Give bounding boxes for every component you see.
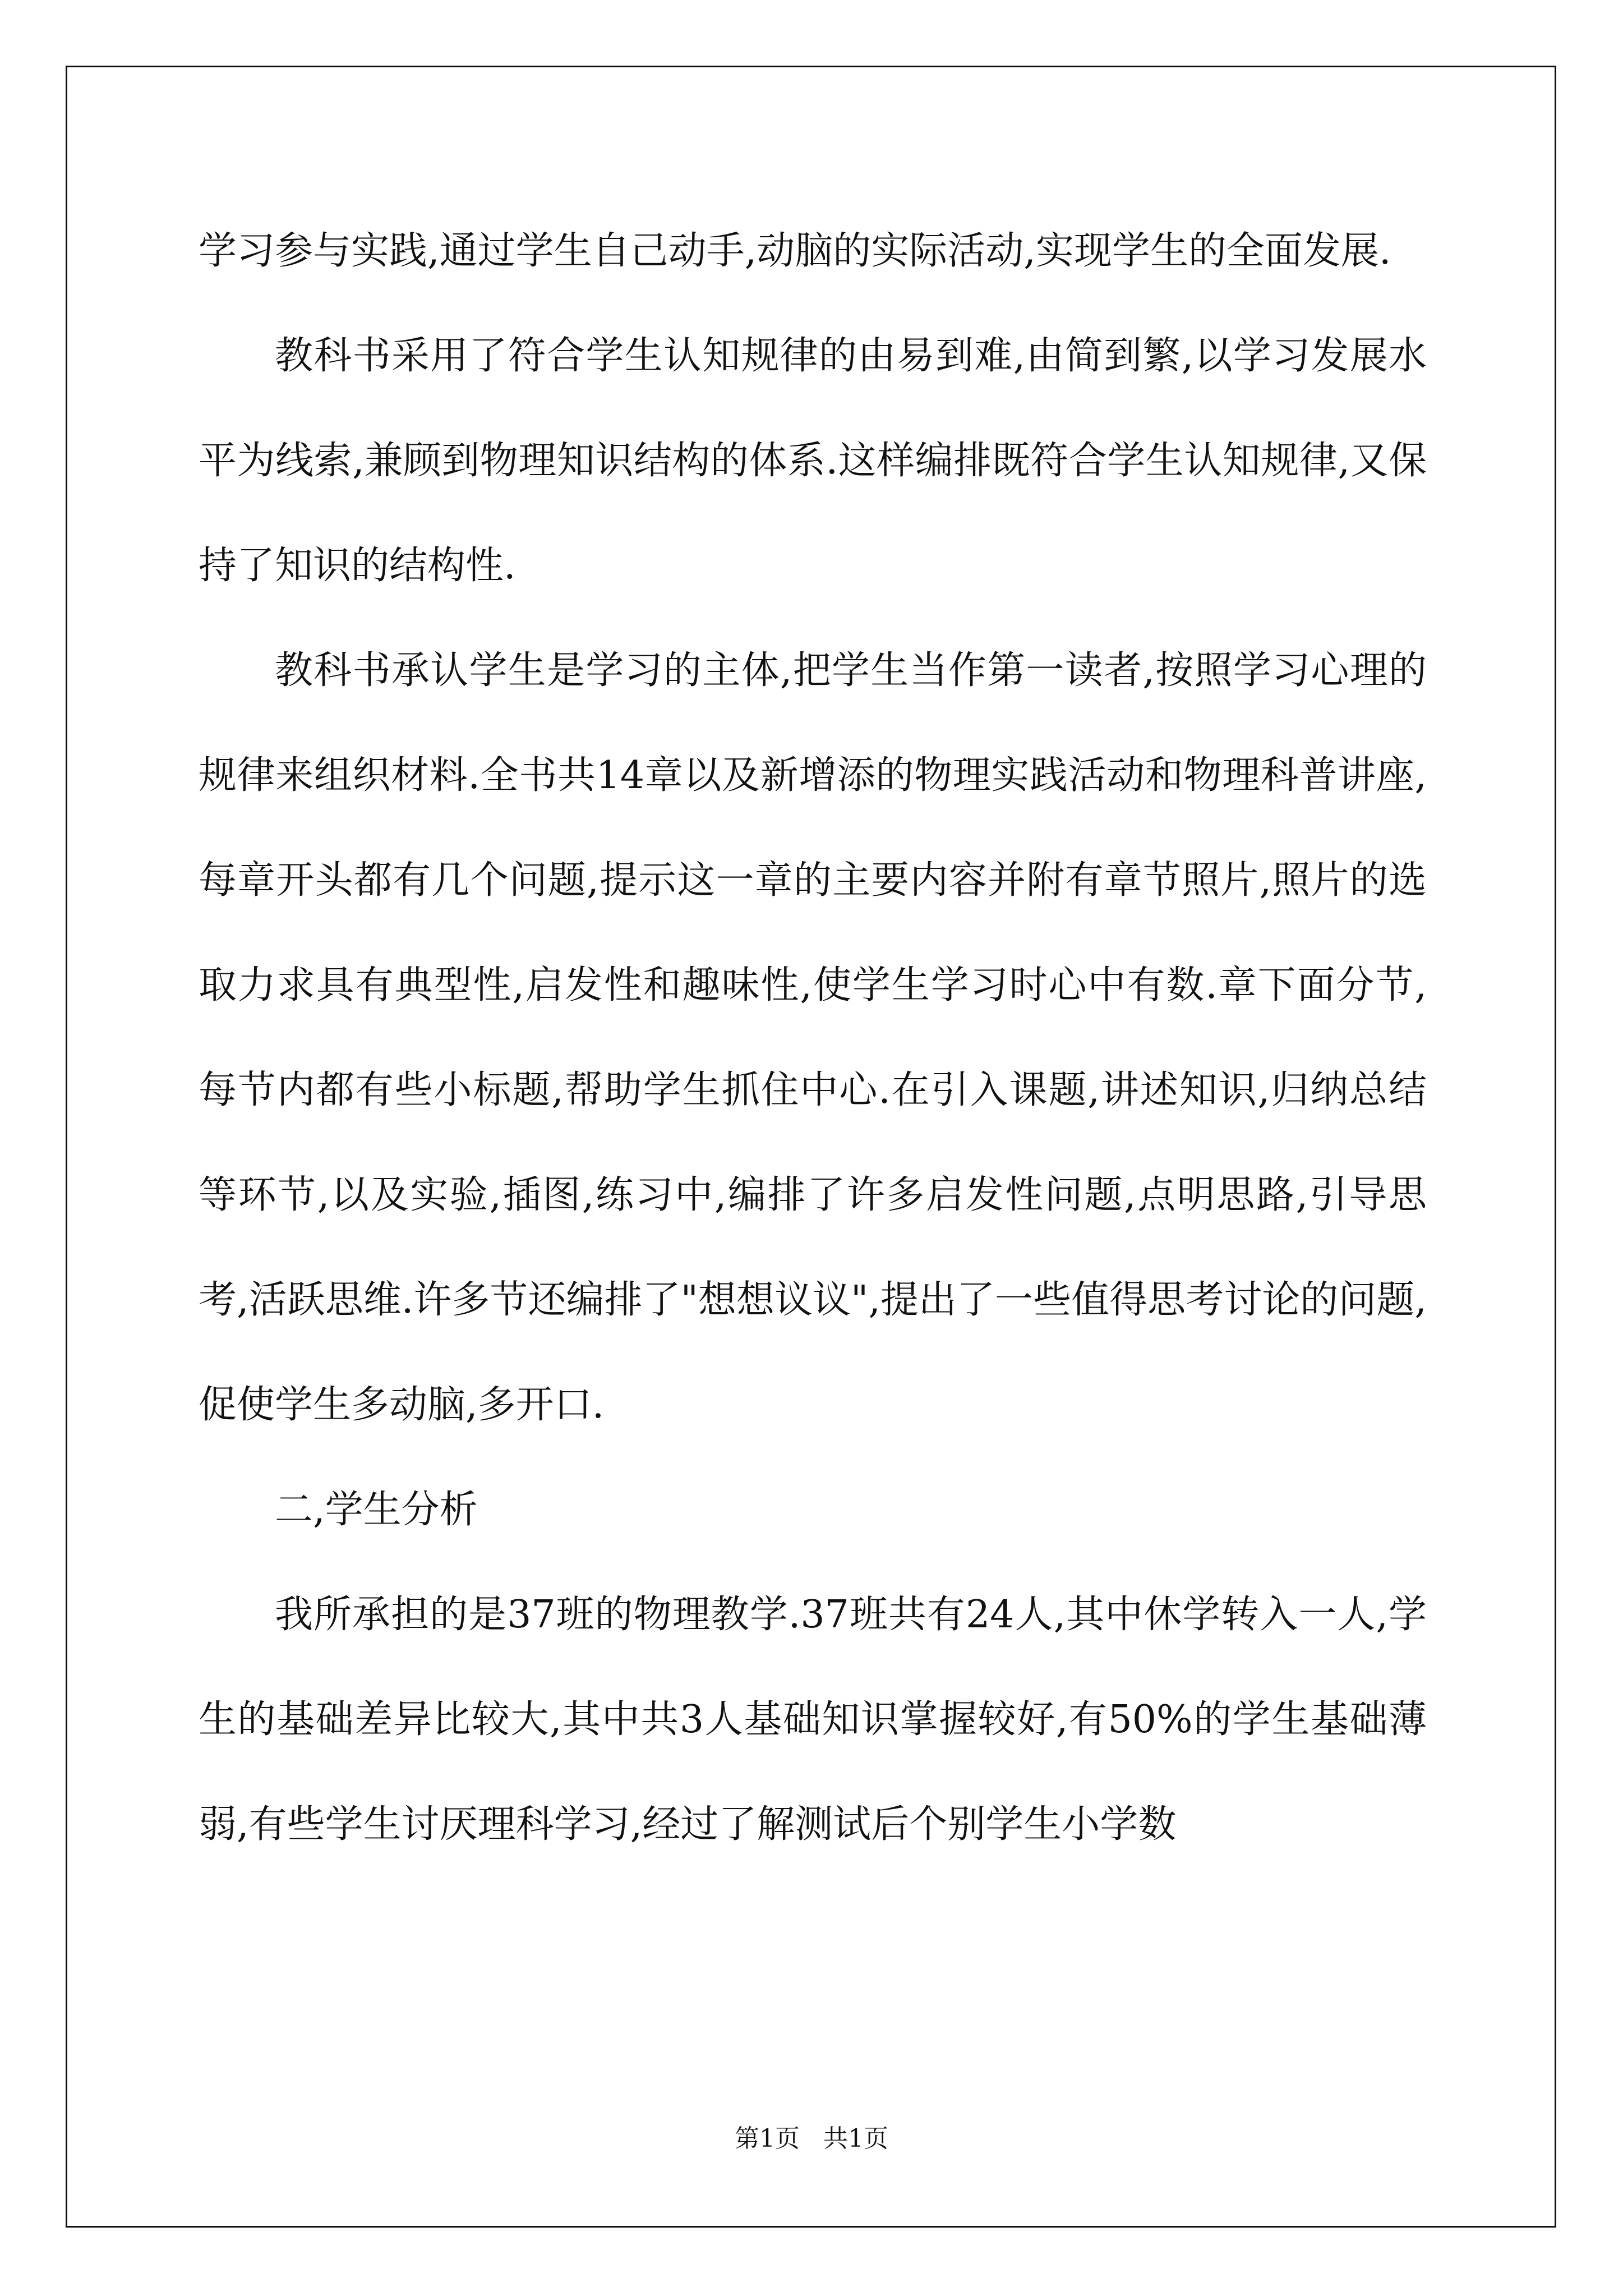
paragraph-3: 教科书承认学生是学习的主体,把学生当作第一读者,按照学习心理的规律来组织材料.全书共14章以及新增添的物理实践活动和物理科普讲座,每章开头都有几个问题,提示这一章的主要内容并附有章节照片,照片的选取力求具有典型性,启发性和趣味性,使学生学习时心中有数.章下面分节,每节内都有些小标题,帮助学生抓住中心.在引入课题,讲述知识,归纳总结等环节,以及实验,插图,练习中,编排了许多启发性问题,点明思路,引导思考,活跃思维.许多节还编排了"想想议议",提出了一些值得思考讨论的问题,促使学生多动脑,多开口.: [199, 648, 1427, 1427]
paragraph-2: 教科书采用了符合学生认知规律的由易到难,由简到繁,以学习发展水平为线索,兼顾到物理知识结构的体系.这样编排既符合学生认知规律,又保持了知识的结构性.: [199, 334, 1427, 588]
section-heading-student-analysis: 二,学生分析: [275, 1488, 478, 1532]
page-footer: [0, 2118, 1623, 2154]
paragraph-5: 我所承担的是37班的物理教学.37班共有24人,其中休学转入一人,学生的基础差异比较大,其中共3人基础知识掌握较好,有50%的学生基础薄弱,有些学生讨厌理科学习,经过了解测试后个别学生小学数: [199, 1593, 1427, 1847]
page-number: 第1页: [735, 2124, 800, 2153]
document-body: [199, 199, 1427, 1877]
page-total: 共1页: [823, 2124, 888, 2153]
paragraph-1: 学习参与实践,通过学生自己动手,动脑的实际活动,实现学生的全面发展.: [199, 229, 1391, 273]
